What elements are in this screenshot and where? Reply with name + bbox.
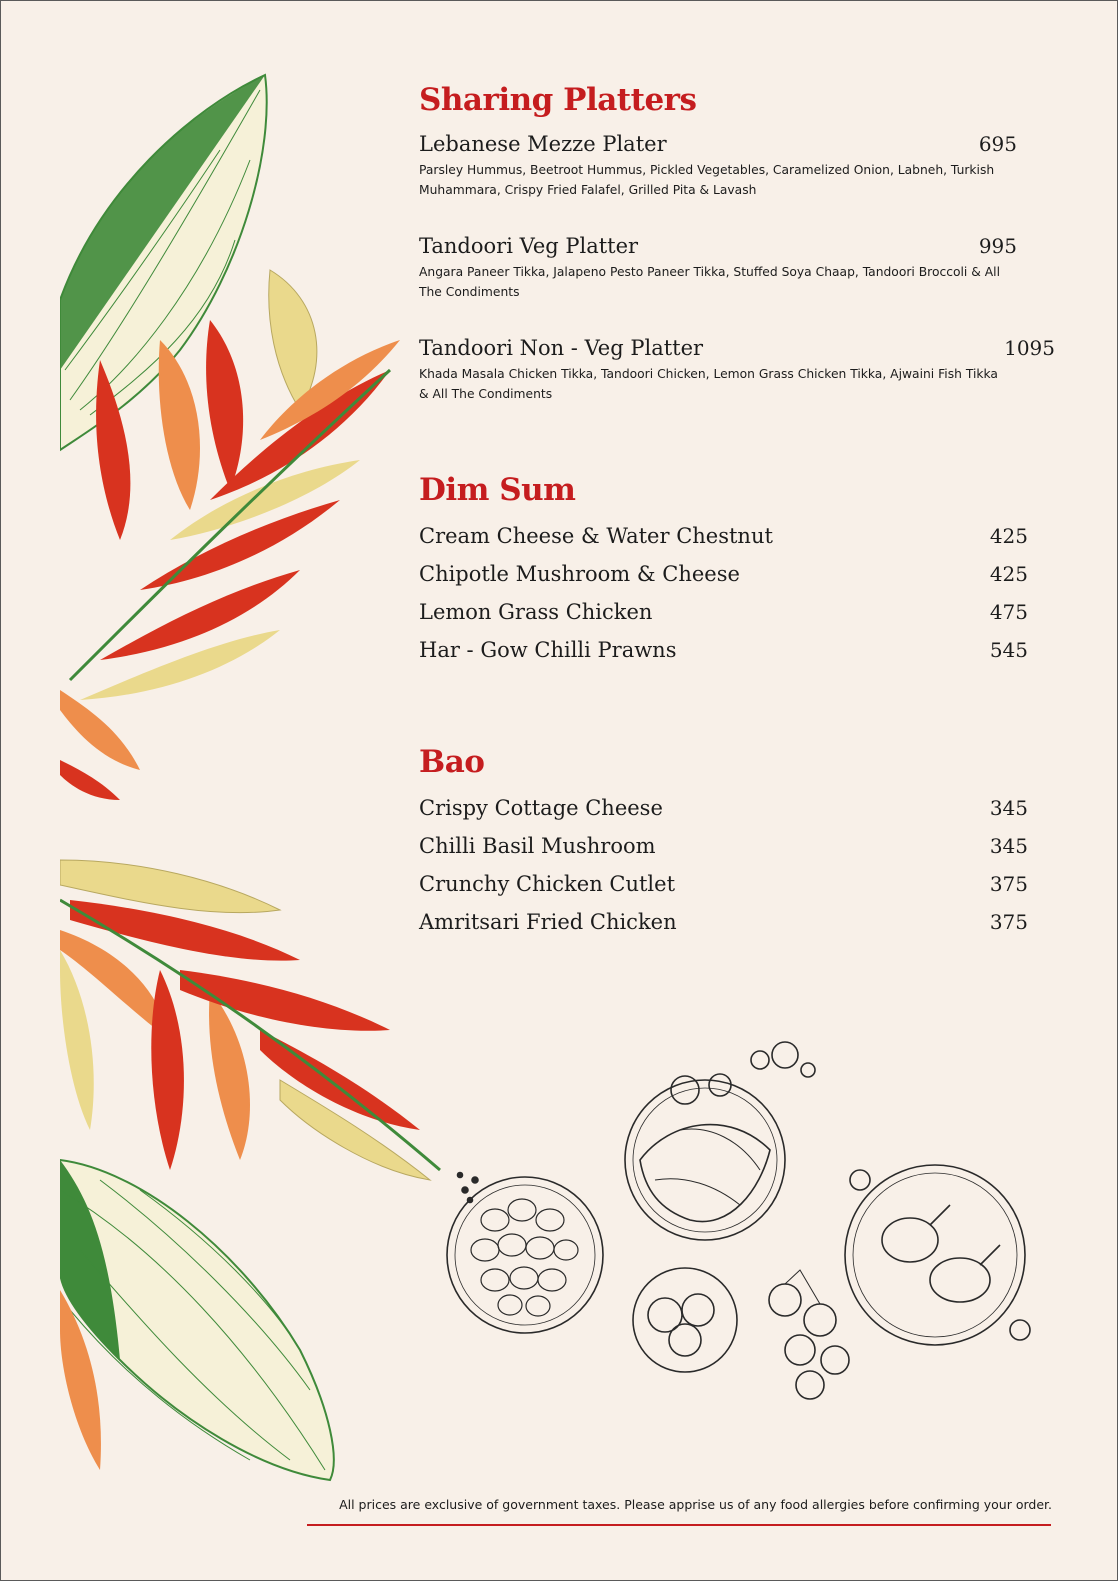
item-price: 475 (989, 600, 1028, 624)
item-price: 345 (989, 796, 1028, 820)
item-price: 375 (989, 910, 1028, 934)
item-description: Khada Masala Chicken Tikka, Tandoori Chicken, Lemon Grass Chicken Tikka, Ajwaini Fish Tikka & All The Condiments (419, 367, 998, 401)
menu-item (419, 524, 1055, 562)
item-name: Lemon Grass Chicken (419, 600, 653, 624)
leaf-yellow-1 (269, 270, 317, 410)
item-name: Chilli Basil Mushroom (419, 834, 656, 858)
tomato (769, 1284, 801, 1316)
food-sketch-illustration (440, 1030, 1040, 1430)
item-description: Angara Paneer Tikka, Jalapeno Pesto Paneer Tikka, Stuffed Soya Chaap, Tandoori Broccoli & All The Condiments (419, 265, 1001, 299)
item-name: Har - Gow Chilli Prawns (419, 638, 677, 662)
leaf-yellow-6 (60, 950, 94, 1130)
section-bao (419, 744, 1055, 948)
section-sharing-platters (419, 82, 1055, 438)
footer-note: All prices are exclusive of government taxes. Please apprise us of any food allergies before confirming your order. (339, 1497, 1052, 1512)
menu-item (419, 638, 1055, 676)
item-name: Amritsari Fried Chicken (419, 910, 677, 934)
section-title-sharing-platters: Sharing Platters (419, 82, 697, 118)
menu-item (419, 562, 1055, 600)
item-price: 545 (989, 638, 1028, 662)
item-name: Crispy Cottage Cheese (419, 796, 663, 820)
item-name: Chipotle Mushroom & Cheese (419, 562, 740, 586)
menu-item (419, 132, 1055, 200)
bowl-right (845, 1165, 1025, 1345)
item-price: 425 (989, 562, 1028, 586)
menu-item (419, 910, 1055, 948)
item-price: 1095 (1004, 336, 1055, 360)
leaf-orange-1 (159, 340, 200, 510)
item-name: Tandoori Non - Veg Platter (419, 336, 704, 360)
item-name: Crunchy Chicken Cutlet (419, 872, 676, 896)
item-price: 695 (978, 132, 1017, 156)
item-price: 345 (989, 834, 1028, 858)
item-name: Lebanese Mezze Plater (419, 132, 667, 156)
section-dim-sum (419, 472, 1055, 676)
leaf-red-7 (151, 970, 184, 1170)
menu-item (419, 872, 1055, 910)
menu-item (419, 834, 1055, 872)
item-description: Parsley Hummus, Beetroot Hummus, Pickled Vegetables, Caramelized Onion, Labneh, Turkish Muhammara, Crispy Fried Falafel, Grilled Pita & Lavash (419, 163, 995, 197)
footer-rule (307, 1524, 1051, 1526)
item-name: Cream Cheese & Water Chestnut (419, 524, 773, 548)
item-price: 425 (989, 524, 1028, 548)
section-title-bao: Bao (419, 744, 485, 780)
menu-item (419, 600, 1055, 638)
leaf-illustration (60, 70, 460, 1490)
item-price: 995 (978, 234, 1017, 258)
item-price: 375 (989, 872, 1028, 896)
leaf-red-5 (100, 570, 300, 660)
menu-item (419, 336, 1055, 404)
section-title-dim-sum: Dim Sum (419, 472, 576, 508)
menu-item (419, 796, 1055, 834)
leaf-red-2 (206, 320, 243, 490)
menu-item (419, 234, 1055, 302)
item-name: Tandoori Veg Platter (419, 234, 639, 258)
